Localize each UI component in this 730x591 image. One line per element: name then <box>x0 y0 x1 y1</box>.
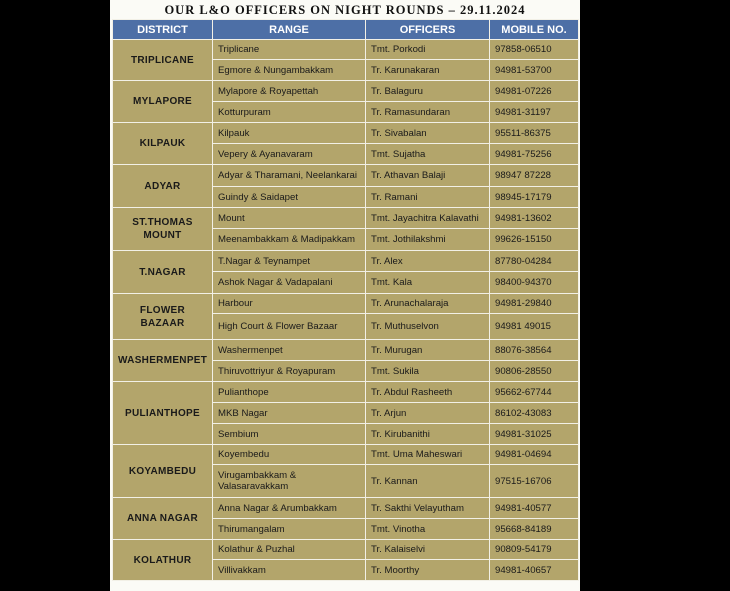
district-cell: FLOWER BAZAAR <box>113 294 213 340</box>
range-cell: Anna Nagar & Arumbakkam <box>213 498 366 519</box>
district-cell: KOYAMBEDU <box>113 445 213 498</box>
mobile-cell: 97858-06510 <box>490 40 579 60</box>
table-row <box>113 382 579 403</box>
range-header: RANGE <box>213 20 366 40</box>
officer-cell: Tr. Moorthy <box>366 560 490 581</box>
table-row <box>113 498 579 519</box>
range-cell: MKB Nagar <box>213 403 366 424</box>
range-cell: Koyembedu <box>213 445 366 465</box>
officer-cell: Tmt. Jothilakshmi <box>366 229 490 251</box>
mobile-cell: 98400-94370 <box>490 272 579 294</box>
range-cell: Villivakkam <box>213 560 366 581</box>
officer-cell: Tr. Abdul Rasheeth <box>366 382 490 403</box>
mobile-cell: 94981-29840 <box>490 294 579 314</box>
mobile-cell: 88076-38564 <box>490 340 579 361</box>
mobile-header: MOBILE NO. <box>490 20 579 40</box>
range-cell: Kotturpuram <box>213 102 366 123</box>
mobile-cell: 94981-40577 <box>490 498 579 519</box>
mobile-cell: 94981-04694 <box>490 445 579 465</box>
district-cell: WASHERMENPET <box>113 340 213 382</box>
range-cell: Kilpauk <box>213 123 366 144</box>
range-cell: Kolathur & Puzhal <box>213 540 366 560</box>
mobile-cell: 97515-16706 <box>490 465 579 498</box>
range-cell: Harbour <box>213 294 366 314</box>
range-cell: Sembium <box>213 424 366 445</box>
district-cell: KOLATHUR <box>113 540 213 581</box>
range-cell: Guindy & Saidapet <box>213 187 366 208</box>
range-cell: T.Nagar & Teynampet <box>213 251 366 272</box>
officer-cell: Tmt. Jayachitra Kalavathi <box>366 208 490 229</box>
mobile-cell: 95662-67744 <box>490 382 579 403</box>
mobile-cell: 98947 87228 <box>490 165 579 187</box>
officer-cell: Tr. Sakthi Velayutham <box>366 498 490 519</box>
mobile-cell: 94981 49015 <box>490 314 579 340</box>
mobile-cell: 94981-31025 <box>490 424 579 445</box>
mobile-cell: 95511-86375 <box>490 123 579 144</box>
officer-cell: Tr. Arjun <box>366 403 490 424</box>
range-cell: High Court & Flower Bazaar <box>213 314 366 340</box>
range-cell: Egmore & Nungambakkam <box>213 60 366 81</box>
page-title: OUR L&O OFFICERS ON NIGHT ROUNDS – 29.11.2024 <box>164 3 526 17</box>
officers-table <box>112 19 579 581</box>
district-cell: MYLAPORE <box>113 81 213 123</box>
range-cell: Ashok Nagar & Vadapalani <box>213 272 366 294</box>
mobile-cell: 90806-28550 <box>490 361 579 382</box>
mobile-cell: 87780-04284 <box>490 251 579 272</box>
range-cell: Vepery & Ayanavaram <box>213 144 366 165</box>
range-cell: Virugambakkam & Valasaravakkam <box>213 465 366 498</box>
officer-cell: Tmt. Uma Maheswari <box>366 445 490 465</box>
table-row <box>113 208 579 229</box>
district-cell: ST.THOMAS MOUNT <box>113 208 213 251</box>
range-cell: Mylapore & Royapettah <box>213 81 366 102</box>
range-cell: Thiruvottriyur & Royapuram <box>213 361 366 382</box>
officer-cell: Tr. Kirubanithi <box>366 424 490 445</box>
table-row <box>113 340 579 361</box>
officer-cell: Tr. Kalaiselvi <box>366 540 490 560</box>
range-cell: Triplicane <box>213 40 366 60</box>
officers-sheet <box>110 0 580 591</box>
range-cell: Washermenpet <box>213 340 366 361</box>
officer-cell: Tr. Muthuselvon <box>366 314 490 340</box>
officer-cell: Tr. Athavan Balaji <box>366 165 490 187</box>
officer-cell: Tmt. Sujatha <box>366 144 490 165</box>
range-cell: Adyar & Tharamani, Neelankarai <box>213 165 366 187</box>
officer-cell: Tr. Sivabalan <box>366 123 490 144</box>
mobile-cell: 94981-40657 <box>490 560 579 581</box>
mobile-cell: 94981-31197 <box>490 102 579 123</box>
officer-cell: Tmt. Sukila <box>366 361 490 382</box>
range-cell: Pulianthope <box>213 382 366 403</box>
district-cell: ANNA NAGAR <box>113 498 213 540</box>
mobile-cell: 90809-54179 <box>490 540 579 560</box>
district-header: DISTRICT <box>113 20 213 40</box>
mobile-cell: 99626-15150 <box>490 229 579 251</box>
officer-cell: Tr. Alex <box>366 251 490 272</box>
table-row <box>113 40 579 60</box>
officer-cell: Tmt. Porkodi <box>366 40 490 60</box>
officer-cell: Tr. Kannan <box>366 465 490 498</box>
officer-cell: Tr. Arunachalaraja <box>366 294 490 314</box>
officer-cell: Tmt. Kala <box>366 272 490 294</box>
district-cell: KILPAUK <box>113 123 213 165</box>
table-row <box>113 123 579 144</box>
district-cell: TRIPLICANE <box>113 40 213 81</box>
district-cell: ADYAR <box>113 165 213 208</box>
mobile-cell: 94981-75256 <box>490 144 579 165</box>
officer-cell: Tr. Ramani <box>366 187 490 208</box>
range-cell: Thirumangalam <box>213 519 366 540</box>
officer-cell: Tr. Murugan <box>366 340 490 361</box>
table-row <box>113 81 579 102</box>
officers-header: OFFICERS <box>366 20 490 40</box>
range-cell: Meenambakkam & Madipakkam <box>213 229 366 251</box>
table-row <box>113 294 579 314</box>
table-row <box>113 540 579 560</box>
mobile-cell: 94981-07226 <box>490 81 579 102</box>
officer-cell: Tr. Balaguru <box>366 81 490 102</box>
officer-cell: Tmt. Vinotha <box>366 519 490 540</box>
table-row <box>113 445 579 465</box>
officer-cell: Tr. Ramasundaran <box>366 102 490 123</box>
mobile-cell: 94981-53700 <box>490 60 579 81</box>
officer-cell: Tr. Karunakaran <box>366 60 490 81</box>
table-row <box>113 165 579 187</box>
mobile-cell: 98945-17179 <box>490 187 579 208</box>
table-row <box>113 251 579 272</box>
district-cell: T.NAGAR <box>113 251 213 294</box>
header-row <box>113 20 579 40</box>
mobile-cell: 86102-43083 <box>490 403 579 424</box>
mobile-cell: 94981-13602 <box>490 208 579 229</box>
district-cell: PULIANTHOPE <box>113 382 213 445</box>
mobile-cell: 95668-84189 <box>490 519 579 540</box>
range-cell: Mount <box>213 208 366 229</box>
